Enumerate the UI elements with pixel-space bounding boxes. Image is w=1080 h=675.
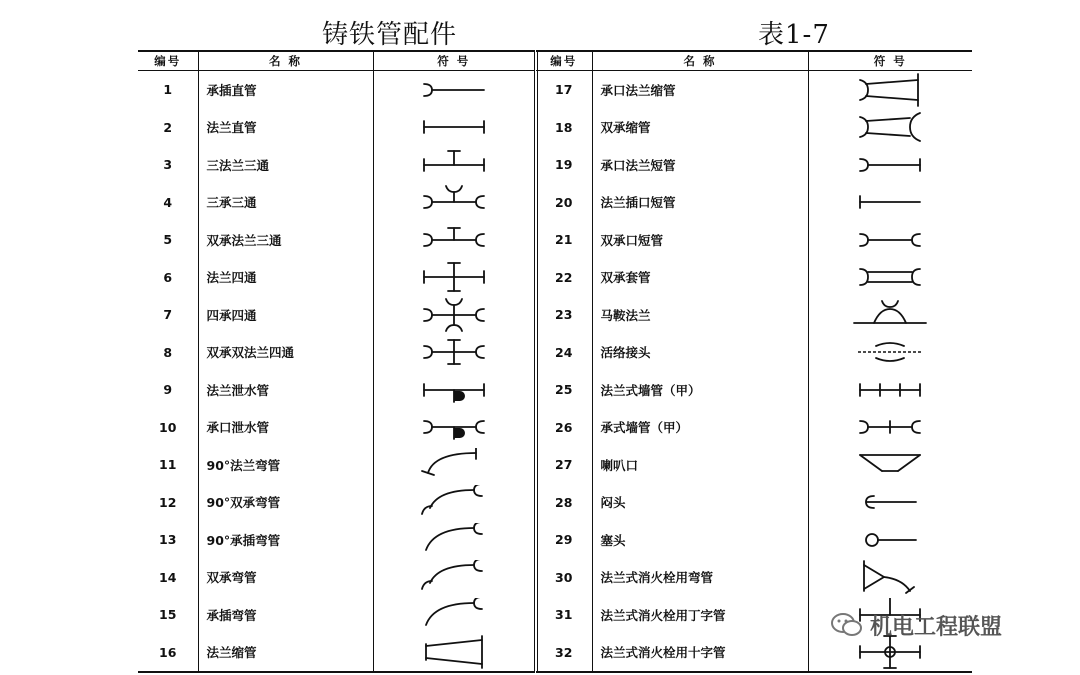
wechat-icon	[830, 611, 864, 645]
table-row	[536, 371, 972, 409]
flanged-wall-pipe-icon	[809, 373, 973, 407]
saddle-flange-icon	[809, 298, 973, 332]
page-title: 铸铁管配件	[322, 20, 458, 50]
fitting-number: 2	[138, 109, 198, 147]
bell-spigot-bend-icon	[374, 598, 535, 632]
table-row	[536, 71, 972, 109]
fitting-symbol	[808, 521, 972, 559]
fitting-number: 30	[536, 559, 592, 597]
fitting-name: 双承口短管	[592, 221, 808, 259]
fitting-symbol	[808, 259, 972, 297]
flexible-joint-icon	[809, 335, 973, 369]
flanged-cross-icon	[374, 260, 535, 294]
fitting-name: 90°承插弯管	[198, 521, 373, 559]
triple-bell-tee-icon	[374, 185, 535, 219]
fitting-name: 法兰式消火栓用弯管	[592, 559, 808, 597]
fitting-name: 承式墙管（甲）	[592, 409, 808, 447]
fitting-name: 法兰缩管	[198, 634, 373, 673]
fitting-name: 闷头	[592, 484, 808, 522]
table-row	[536, 109, 972, 147]
fitting-symbol	[808, 446, 972, 484]
fitting-number: 8	[138, 334, 198, 372]
fitting-number: 24	[536, 334, 592, 372]
fitting-name: 双承套管	[592, 259, 808, 297]
fitting-number: 25	[536, 371, 592, 409]
fitting-symbol	[373, 521, 536, 559]
fitting-number: 15	[138, 596, 198, 634]
fitting-number: 9	[138, 371, 198, 409]
table-row	[138, 184, 536, 222]
table-row	[536, 521, 972, 559]
table-row	[138, 221, 536, 259]
header-number: 编号	[138, 51, 198, 71]
bellmouth-icon	[809, 448, 973, 482]
fitting-symbol	[373, 446, 536, 484]
table-row	[138, 109, 536, 147]
double-bell-bend-icon	[374, 560, 535, 594]
fitting-name: 法兰直管	[198, 109, 373, 147]
fitting-number: 28	[536, 484, 592, 522]
table-row	[138, 521, 536, 559]
fitting-symbol	[808, 146, 972, 184]
fitting-symbol	[808, 371, 972, 409]
fitting-name: 喇叭口	[592, 446, 808, 484]
table-header	[536, 51, 972, 71]
fitting-number: 19	[536, 146, 592, 184]
fitting-name: 塞头	[592, 521, 808, 559]
fitting-name: 承口泄水管	[198, 409, 373, 447]
fitting-symbol	[373, 559, 536, 597]
fitting-symbol	[808, 71, 972, 109]
watermark	[830, 610, 1002, 645]
fitting-number: 14	[138, 559, 198, 597]
fitting-symbol	[373, 634, 536, 673]
fitting-name: 法兰泄水管	[198, 371, 373, 409]
table-row	[138, 371, 536, 409]
fitting-symbol	[373, 409, 536, 447]
fitting-name: 三法兰三通	[198, 146, 373, 184]
fitting-symbol	[373, 484, 536, 522]
double-bell-90-bend-icon	[374, 485, 535, 519]
triple-flange-tee-icon	[374, 148, 535, 182]
fitting-number: 27	[536, 446, 592, 484]
table-row	[536, 146, 972, 184]
fitting-number: 10	[138, 409, 198, 447]
table-code: 表1-7	[758, 20, 830, 50]
fitting-number: 16	[138, 634, 198, 673]
fitting-symbol	[808, 184, 972, 222]
fitting-name: 承口法兰缩管	[592, 71, 808, 109]
fitting-name: 90°双承弯管	[198, 484, 373, 522]
fitting-name: 双承缩管	[592, 109, 808, 147]
fitting-name: 承口法兰短管	[592, 146, 808, 184]
table-row	[536, 334, 972, 372]
flanged-90-bend-icon	[374, 448, 535, 482]
fitting-symbol	[808, 409, 972, 447]
fitting-name: 法兰四通	[198, 259, 373, 297]
header-number: 编号	[536, 51, 592, 71]
double-bell-double-flange-cross-icon	[374, 335, 535, 369]
table-row	[536, 409, 972, 447]
fitting-number: 7	[138, 296, 198, 334]
double-bell-reducer-icon	[809, 110, 973, 144]
header-name: 名 称	[592, 51, 808, 71]
table-header	[138, 51, 536, 71]
bell-spigot-straight-icon	[374, 73, 535, 107]
fitting-number: 11	[138, 446, 198, 484]
fitting-name: 双承弯管	[198, 559, 373, 597]
watermark-text: 机电工程联盟	[870, 615, 1003, 640]
fitting-symbol	[808, 484, 972, 522]
fitting-number: 31	[536, 596, 592, 634]
fitting-name: 承插弯管	[198, 596, 373, 634]
table-row	[138, 334, 536, 372]
table-row	[138, 71, 536, 109]
fitting-name: 法兰插口短管	[592, 184, 808, 222]
table-row	[138, 484, 536, 522]
header-symbol: 符 号	[373, 51, 536, 71]
hydrant-flanged-bend-icon	[809, 560, 973, 594]
flanged-straight-icon	[374, 110, 535, 144]
fitting-name: 双承法兰三通	[198, 221, 373, 259]
fitting-symbol	[373, 146, 536, 184]
table-row	[536, 259, 972, 297]
fitting-number: 13	[138, 521, 198, 559]
table-row	[138, 146, 536, 184]
fitting-symbol	[373, 109, 536, 147]
fitting-symbol	[373, 71, 536, 109]
fitting-number: 23	[536, 296, 592, 334]
fitting-number: 22	[536, 259, 592, 297]
table-row	[536, 559, 972, 597]
table-row	[536, 446, 972, 484]
bell-wall-pipe-icon	[809, 410, 973, 444]
fitting-symbol	[373, 371, 536, 409]
plug-icon	[809, 523, 973, 557]
flanged-reducer-icon	[374, 635, 535, 669]
fitting-name: 双承双法兰四通	[198, 334, 373, 372]
fitting-number: 12	[138, 484, 198, 522]
fitting-number: 20	[536, 184, 592, 222]
fitting-number: 21	[536, 221, 592, 259]
table-row	[536, 484, 972, 522]
bell-flange-short-pipe-icon	[809, 148, 973, 182]
fitting-name: 承插直管	[198, 71, 373, 109]
fitting-number: 29	[536, 521, 592, 559]
table-row	[536, 221, 972, 259]
fitting-name: 三承三通	[198, 184, 373, 222]
fitting-symbol	[373, 296, 536, 334]
fitting-symbol	[373, 221, 536, 259]
flange-spigot-short-pipe-icon	[809, 185, 973, 219]
fitting-name: 90°法兰弯管	[198, 446, 373, 484]
fitting-name: 四承四通	[198, 296, 373, 334]
table-row	[138, 559, 536, 597]
header-name: 名 称	[198, 51, 373, 71]
table-row	[138, 409, 536, 447]
fitting-symbol	[373, 259, 536, 297]
fitting-number: 3	[138, 146, 198, 184]
fitting-number: 4	[138, 184, 198, 222]
double-bell-flange-tee-icon	[374, 223, 535, 257]
table-row	[536, 184, 972, 222]
fitting-symbol	[808, 334, 972, 372]
bell-drain-pipe-icon	[374, 410, 535, 444]
fitting-number: 32	[536, 634, 592, 673]
fitting-name: 活络接头	[592, 334, 808, 372]
double-bell-short-pipe-icon	[809, 223, 973, 257]
four-bell-cross-icon	[374, 298, 535, 332]
flanged-drain-pipe-icon	[374, 373, 535, 407]
fitting-number: 26	[536, 409, 592, 447]
fitting-number: 17	[536, 71, 592, 109]
fitting-symbol	[373, 596, 536, 634]
fitting-number: 18	[536, 109, 592, 147]
fitting-number: 1	[138, 71, 198, 109]
fitting-symbol	[808, 296, 972, 334]
fitting-number: 5	[138, 221, 198, 259]
fittings-table-left	[138, 50, 538, 673]
table-row	[536, 296, 972, 334]
fittings-table-right	[536, 50, 972, 673]
fitting-symbol	[808, 109, 972, 147]
fitting-symbol	[373, 184, 536, 222]
fitting-name: 法兰式墙管（甲）	[592, 371, 808, 409]
table-row	[138, 634, 536, 673]
fitting-name: 马鞍法兰	[592, 296, 808, 334]
fitting-symbol	[808, 559, 972, 597]
table-row	[138, 446, 536, 484]
table-row	[138, 596, 536, 634]
bell-spigot-90-bend-icon	[374, 523, 535, 557]
blind-end-icon	[809, 485, 973, 519]
fitting-number: 6	[138, 259, 198, 297]
table-row	[138, 296, 536, 334]
header-symbol: 符 号	[808, 51, 972, 71]
bell-flange-reducer-icon	[809, 73, 973, 107]
fitting-symbol	[373, 334, 536, 372]
fitting-name: 法兰式消火栓用十字管	[592, 634, 808, 673]
double-bell-sleeve-icon	[809, 260, 973, 294]
table-row	[138, 259, 536, 297]
fitting-symbol	[808, 221, 972, 259]
fitting-name: 法兰式消火栓用丁字管	[592, 596, 808, 634]
